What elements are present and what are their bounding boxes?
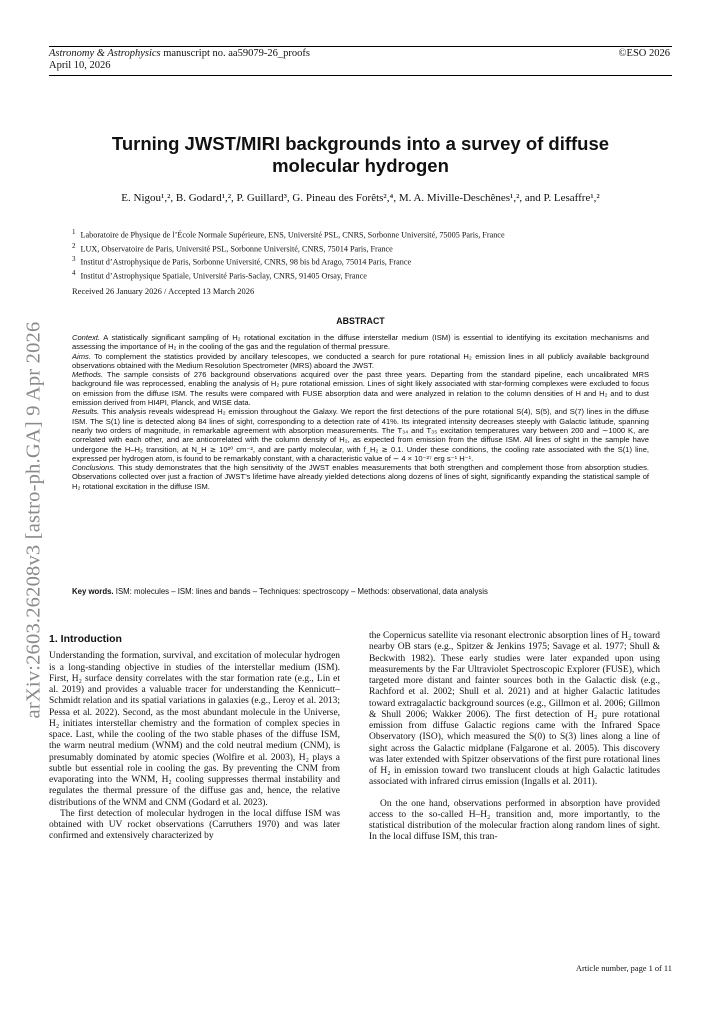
- intro-paragraph-2: The first detection of molecular hydrogen in the local diffuse ISM was obtained with UV rocket observations (Carruthers 1970) and was later confirmed and extensively characterized by: [49, 808, 340, 842]
- affiliations: [72, 227, 672, 282]
- intro-paragraph-4: On the one hand, observations performed in absorption have provided access to the so-called H–H₂ transition and, more importantly, to the statistical distribution of the molecular fraction along random lines of sight. In the local diffuse ISM, this tran-: [369, 798, 660, 843]
- arxiv-identifier: arXiv:2603.26208v3 [astro-ph.GA] 9 Apr 2026: [22, 321, 45, 719]
- paper-title: Turning JWST/MIRI backgrounds into a survey of diffuse molecular hydrogen: [111, 133, 610, 176]
- abstract-body: [72, 333, 649, 491]
- page-footer: Article number, page 1 of 11: [575, 964, 672, 973]
- left-column: [49, 634, 340, 843]
- manuscript-number: manuscript no. aa59079-26_proofs: [163, 48, 310, 59]
- intro-paragraph-1: Understanding the formation, survival, and excitation of molecular hydrogen is a long-standing objective in studies of the interstellar medium (ISM). First, H₂ surface density correlates with the star formation rate (e.g., Lin et al. 2019) and provides a valuable tracer for understanding the Kennicutt–Schmidt relation and its spatial variations in galaxies (e.g., Leroy et al. 2013; Pessa et al. 2022). Second, as the most abundant molecule in the Universe, H₂ initiates interstellar chemistry and the formation of complex species in space. Last, while the cooling of the two stable phases of the diffuse ISM, the warm neutral medium (WNM) and the cold neutral medium (CNM), is presumably dominated by atomic species (Wolfire et al. 2003), H₂ plays a subtle but essential role in cooling the gas. By preventing the CNM from evaporating into the WNM, H₂ cooling suppresses thermal instability and regulates the thermal pressure of the diffuse gas and, hence, the relative distributions of the WNM and CNM (Godard et al. 2023).: [49, 651, 340, 808]
- right-column: [369, 631, 660, 844]
- header-journal-line: [49, 48, 672, 60]
- abstract-heading: ABSTRACT: [336, 316, 385, 326]
- abstract-results: Results. This analysis reveals widespread H₂ emission throughout the Galaxy. We report the first detections of the pure rotational S(4), S(5), and S(7) lines in the diffuse ISM. The S(1) line is detected along 84 lines of sight, corresponding to a detection rate of 41%. Its integrated intensity decreases steeply with Galactic latitude, spanning nearly two orders of magnitude, in remarkable agreement with absorption measurements. The T₃₄ and T₃₅ excitation temperatures vary between 200 and ∼1000 K, are correlated with each other, and are anticorrelated with the column density of H₂, as expected from emission from the diffuse ISM. All lines of sight in the sample have undergone the H–H₂ transition, at N_H ≳ 10²⁰ cm⁻², and are partly molecular, with f_H₂ ≳ 0.1. Under these conditions, the cooling rate associated with the S(1) line, expressed per hydrogen atom, is found to be remarkably constant, with a characteristic value of ∼ 4 × 10⁻²⁷ erg s⁻¹ H⁻¹.: [72, 407, 649, 463]
- affiliation-item: $^4$ Institut d’Astrophysique Spatiale, Université Paris-Saclay, CNRS, 91405 Orsay, France: [72, 269, 367, 281]
- keywords-label: Key words.: [72, 587, 114, 596]
- author-list: E. Nigou¹,², B. Godard¹,², P. Guillard³, G. Pineau des Forêts²,⁴, M. A. Miville-Deschênes¹,², and P. Lesaffre¹,²: [121, 192, 600, 204]
- keywords-text: ISM: molecules – ISM: lines and bands – Techniques: spectroscopy – Methods: observational, data analysis: [115, 587, 488, 596]
- journal-name: Astronomy & Astrophysics: [49, 48, 161, 59]
- running-header: [49, 46, 672, 76]
- abstract-methods: Methods. The sample consists of 276 background observations acquired over the past three years. Departing from the standard pipeline, each uncalibrated MRS background file was reprocessed, enabling the analysis of H₂ pure rotational emission. Lines of sight likely associated with star-forming complexes were excluded to focus on emission from the diffuse ISM. The results were compared with FUSE absorption data and were analyzed in relation to the column densities of H and H₂ and to dust emission derived from HI4PI, Planck, and WISE data.: [72, 370, 649, 408]
- header-date: April 10, 2026: [49, 60, 111, 71]
- keywords: [72, 587, 649, 596]
- section-heading-introduction: 1. Introduction: [49, 633, 122, 645]
- abstract-context: Context. A statistically significant sampling of H₂ rotational excitation in the diffuse interstellar medium (ISM) is essential to identifying its excitation mechanisms and assessing the importance of H₂ in the cooling of the gas and the regulation of thermal pressure.: [72, 333, 649, 352]
- affiliation-item: $^1$ Laboratoire de Physique de l’École Normale Supérieure, ENS, Université PSL, CNRS, Sorbonne Université, 75005 Paris, France: [72, 228, 505, 240]
- copyright: ©ESO 2026: [618, 48, 670, 59]
- affiliation-item: $^3$ Institut d’Astrophysique de Paris, Sorbonne Université, CNRS, 98 bis bd Arago, 75014 Paris, France: [72, 255, 412, 268]
- intro-paragraph-3: the Copernicus satellite via resonant electronic absorption lines of H₂ toward nearby OB stars (e.g., Spitzer & Jenkins 1975; Savage et al. 1977; Shull & Beckwith 1982). These early studies were later expanded upon using measurements by the Far Ultraviolet Spectroscopic Explorer (FUSE), which targeted more distant and fainter sources both in the Galactic disk (e.g., Rachford et al. 2002; Shull et al. 2021) and at higher Galactic latitudes toward extragalactic background sources (e.g., Gillmon et al. 2006; Gillmon & Shull 2006; Wakker 2006). The first detection of H₂ pure rotational emission from diffuse Galactic regions came with the Infrared Space Observatory (ISO), which measured the S(0) to S(3) lines along a line of sight across the Galactic midplane (Falgarone et al. 2005). This discovery was later extended with Spitzer observations of the first pure rotational lines of H₂ in emission toward two translucent clouds at high Galactic latitudes associated with infrared cirrus emission (Ingalls et al. 2011).: [369, 631, 660, 788]
- abstract-conclusions: Conclusions. This study demonstrates that the high sensitivity of the JWST enables measurements that both strengthen and complement those from absorption studies. Observations collected over just a fraction of JWST’s lifetime have already yielded detections along dozens of lines of sight, significantly expanding the statistical sample of H₂ rotational excitation in the diffuse ISM.: [72, 463, 649, 491]
- abstract-aims: Aims. To complement the statistics provided by ancillary telescopes, we conducted a search for pure rotational H₂ emission lines in all publicly available background observations obtained with the Medium Resolution Spectrometer (MRS) aboard the JWST.: [72, 351, 649, 370]
- received-dates: Received 26 January 2026 / Accepted 13 March 2026: [72, 286, 255, 296]
- arxiv-sidebar: [14, 0, 54, 1019]
- affiliation-item: $^2$ LUX, Observatoire de Paris, Université PSL, Sorbonne Université, CNRS, 75014 Paris, France: [72, 241, 393, 254]
